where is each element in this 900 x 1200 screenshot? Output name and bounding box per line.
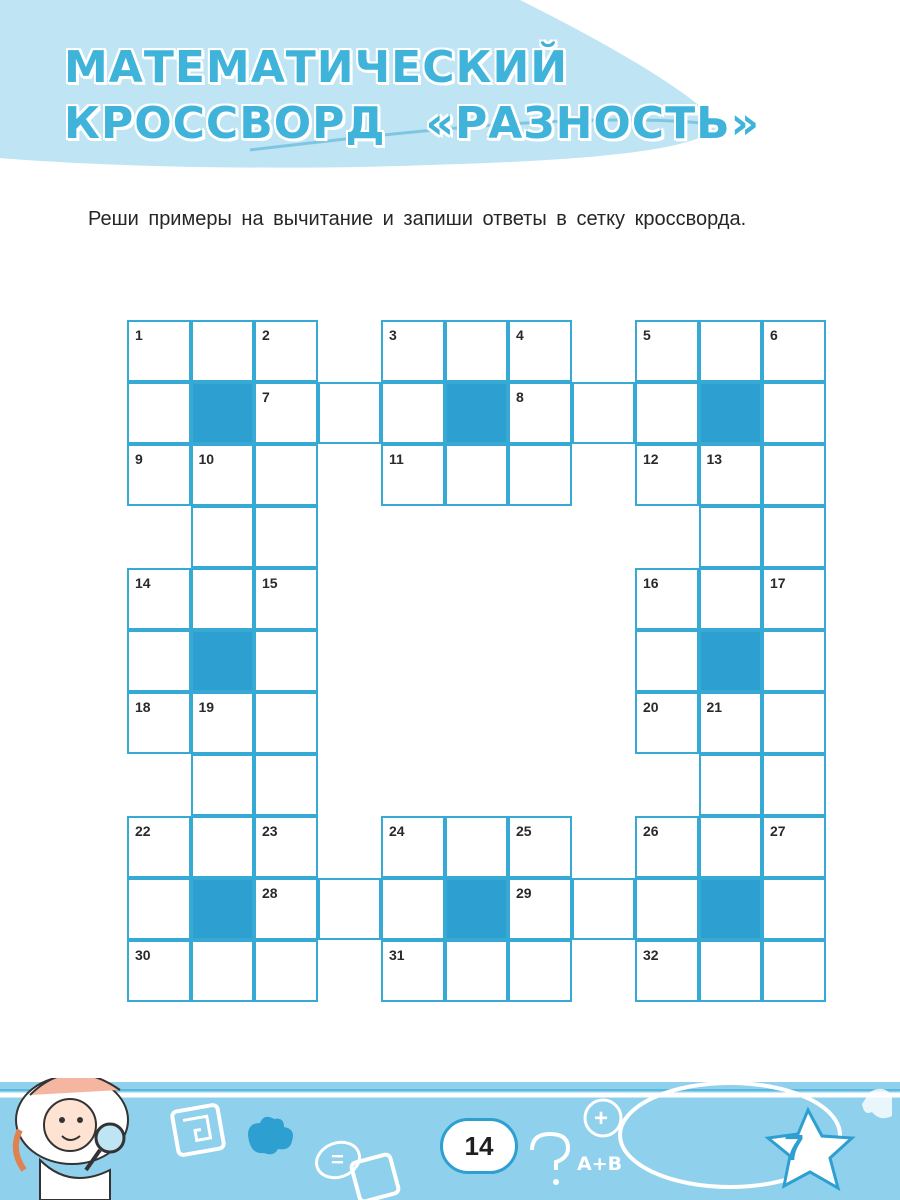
crossword-cell[interactable] xyxy=(127,692,191,754)
star-digit: 7 xyxy=(784,1127,805,1168)
crossword-black-cell xyxy=(191,630,255,692)
crossword-black-cell xyxy=(699,382,763,444)
crossword-cell[interactable] xyxy=(635,568,699,630)
crossword-cell[interactable] xyxy=(762,940,826,1002)
clue-number: 11 xyxy=(389,451,404,467)
clue-number: 5 xyxy=(643,327,651,343)
crossword-cell[interactable] xyxy=(381,878,445,940)
crossword-cell[interactable] xyxy=(191,320,255,382)
title-word-difference: «РАЗНОСТЬ» xyxy=(425,98,761,149)
crossword-cell[interactable] xyxy=(699,506,763,568)
crossword-cell[interactable] xyxy=(381,940,445,1002)
clue-number: 3 xyxy=(389,327,397,343)
clue-number: 8 xyxy=(516,389,524,405)
clue-number: 29 xyxy=(516,885,532,901)
crossword-cell[interactable] xyxy=(254,382,318,444)
clue-number: 24 xyxy=(389,823,405,839)
crossword-cell[interactable] xyxy=(762,692,826,754)
crossword-cell[interactable] xyxy=(254,444,318,506)
crossword-cell[interactable] xyxy=(445,816,509,878)
crossword-cell[interactable] xyxy=(381,382,445,444)
crossword-cell[interactable] xyxy=(508,816,572,878)
crossword-cell[interactable] xyxy=(699,754,763,816)
clue-number: 20 xyxy=(643,699,659,715)
plus-symbol: + xyxy=(594,1105,609,1132)
clue-number: 22 xyxy=(135,823,151,839)
clue-number: 4 xyxy=(516,327,524,343)
crossword-cell[interactable] xyxy=(635,692,699,754)
crossword-cell[interactable] xyxy=(635,816,699,878)
clue-number: 6 xyxy=(770,327,778,343)
crossword-black-cell xyxy=(699,878,763,940)
clue-number: 32 xyxy=(643,947,659,963)
clue-number: 19 xyxy=(198,699,215,715)
crossword-cell[interactable] xyxy=(508,320,572,382)
clue-number: 28 xyxy=(262,885,278,901)
clue-number: 1 xyxy=(135,327,143,343)
crossword-cell[interactable] xyxy=(318,382,382,444)
crossword-black-cell xyxy=(445,382,509,444)
crossword-cell[interactable] xyxy=(191,816,255,878)
crossword-black-cell xyxy=(191,878,255,940)
ab-label: A+B xyxy=(577,1153,623,1175)
crossword-cell[interactable] xyxy=(572,878,636,940)
crossword-cell[interactable] xyxy=(191,568,255,630)
crossword-cell[interactable] xyxy=(762,630,826,692)
clue-number: 17 xyxy=(770,575,786,591)
equals-symbol: = xyxy=(331,1147,344,1172)
crossword-cell[interactable] xyxy=(254,940,318,1002)
crossword-cell[interactable] xyxy=(635,630,699,692)
crossword-cell[interactable] xyxy=(127,382,191,444)
clue-number: 12 xyxy=(643,451,659,467)
crossword-cell[interactable] xyxy=(635,320,699,382)
crossword-cell[interactable] xyxy=(127,630,191,692)
clue-number: 30 xyxy=(135,947,151,963)
crossword-cell[interactable] xyxy=(254,692,318,754)
title-line-1: МАТЕМАТИЧЕСКИЙ xyxy=(64,42,569,93)
clue-number: 14 xyxy=(135,575,151,591)
crossword-cell[interactable] xyxy=(508,940,572,1002)
crossword-black-cell xyxy=(445,878,509,940)
clue-number: 26 xyxy=(643,823,659,839)
crossword-cell[interactable] xyxy=(127,320,191,382)
crossword-cell[interactable] xyxy=(762,816,826,878)
clue-number: 15 xyxy=(262,575,278,591)
crossword-cell[interactable] xyxy=(381,444,445,506)
crossword-black-cell xyxy=(699,630,763,692)
crossword-cell[interactable] xyxy=(445,940,509,1002)
crossword-cell[interactable] xyxy=(699,940,763,1002)
clue-number: 21 xyxy=(706,699,723,715)
crossword-cell[interactable] xyxy=(127,568,191,630)
clue-number: 2 xyxy=(262,327,270,343)
crossword-cell[interactable] xyxy=(635,444,699,506)
crossword-cell[interactable] xyxy=(254,754,318,816)
crossword-cell[interactable] xyxy=(191,940,255,1002)
clue-number: 23 xyxy=(262,823,278,839)
title-line-2 xyxy=(64,96,764,152)
crossword-cell[interactable] xyxy=(635,940,699,1002)
clue-number: 10 xyxy=(198,451,215,467)
crossword-cell[interactable] xyxy=(254,630,318,692)
clue-number: 13 xyxy=(706,451,723,467)
crossword-cell[interactable] xyxy=(191,444,255,506)
crossword-cell[interactable] xyxy=(254,816,318,878)
crossword-cell[interactable] xyxy=(635,878,699,940)
crossword-cell[interactable] xyxy=(508,382,572,444)
clue-number: 7 xyxy=(262,389,270,405)
clue-number: 25 xyxy=(516,823,532,839)
crossword-cell[interactable] xyxy=(762,320,826,382)
clue-number: 27 xyxy=(770,823,786,839)
crossword-cell[interactable] xyxy=(191,692,255,754)
crossword-cell[interactable] xyxy=(762,382,826,444)
crossword-cell[interactable] xyxy=(699,320,763,382)
crossword-cell[interactable] xyxy=(127,940,191,1002)
crossword-cell[interactable] xyxy=(508,444,572,506)
crossword-cell[interactable] xyxy=(699,692,763,754)
crossword-cell[interactable] xyxy=(127,816,191,878)
title-word-crossword: КРОССВОРД xyxy=(64,98,386,149)
page-title xyxy=(64,40,764,152)
clue-number: 9 xyxy=(135,451,143,467)
crossword-cell[interactable] xyxy=(254,878,318,940)
instructions-text: Реши примеры на вычитание и запиши ответы в сетку кроссворда. xyxy=(88,208,747,230)
crossword-cell[interactable] xyxy=(762,568,826,630)
crossword-cell[interactable] xyxy=(508,878,572,940)
page-number: 14 xyxy=(440,1118,518,1174)
crossword-cell[interactable] xyxy=(445,320,509,382)
clue-number: 31 xyxy=(389,947,405,963)
crossword-cell[interactable] xyxy=(762,754,826,816)
crossword-cell[interactable] xyxy=(254,506,318,568)
crossword-black-cell xyxy=(191,382,255,444)
crossword-cell[interactable] xyxy=(254,320,318,382)
crossword-cell[interactable] xyxy=(191,754,255,816)
clue-number: 18 xyxy=(135,699,151,715)
crossword-cell[interactable] xyxy=(699,568,763,630)
crossword-cell[interactable] xyxy=(381,816,445,878)
crossword-cell[interactable] xyxy=(127,444,191,506)
crossword-cell[interactable] xyxy=(127,878,191,940)
crossword-cell[interactable] xyxy=(762,506,826,568)
crossword-cell[interactable] xyxy=(635,382,699,444)
crossword-cell[interactable] xyxy=(699,444,763,506)
crossword-cell[interactable] xyxy=(254,568,318,630)
crossword-cell[interactable] xyxy=(318,878,382,940)
crossword-cell[interactable] xyxy=(445,444,509,506)
crossword-cell[interactable] xyxy=(191,506,255,568)
crossword-cell[interactable] xyxy=(762,444,826,506)
crossword-cell[interactable] xyxy=(699,816,763,878)
clue-number: 16 xyxy=(643,575,659,591)
crossword-cell[interactable] xyxy=(572,382,636,444)
crossword-cell[interactable] xyxy=(381,320,445,382)
crossword-cell[interactable] xyxy=(762,878,826,940)
